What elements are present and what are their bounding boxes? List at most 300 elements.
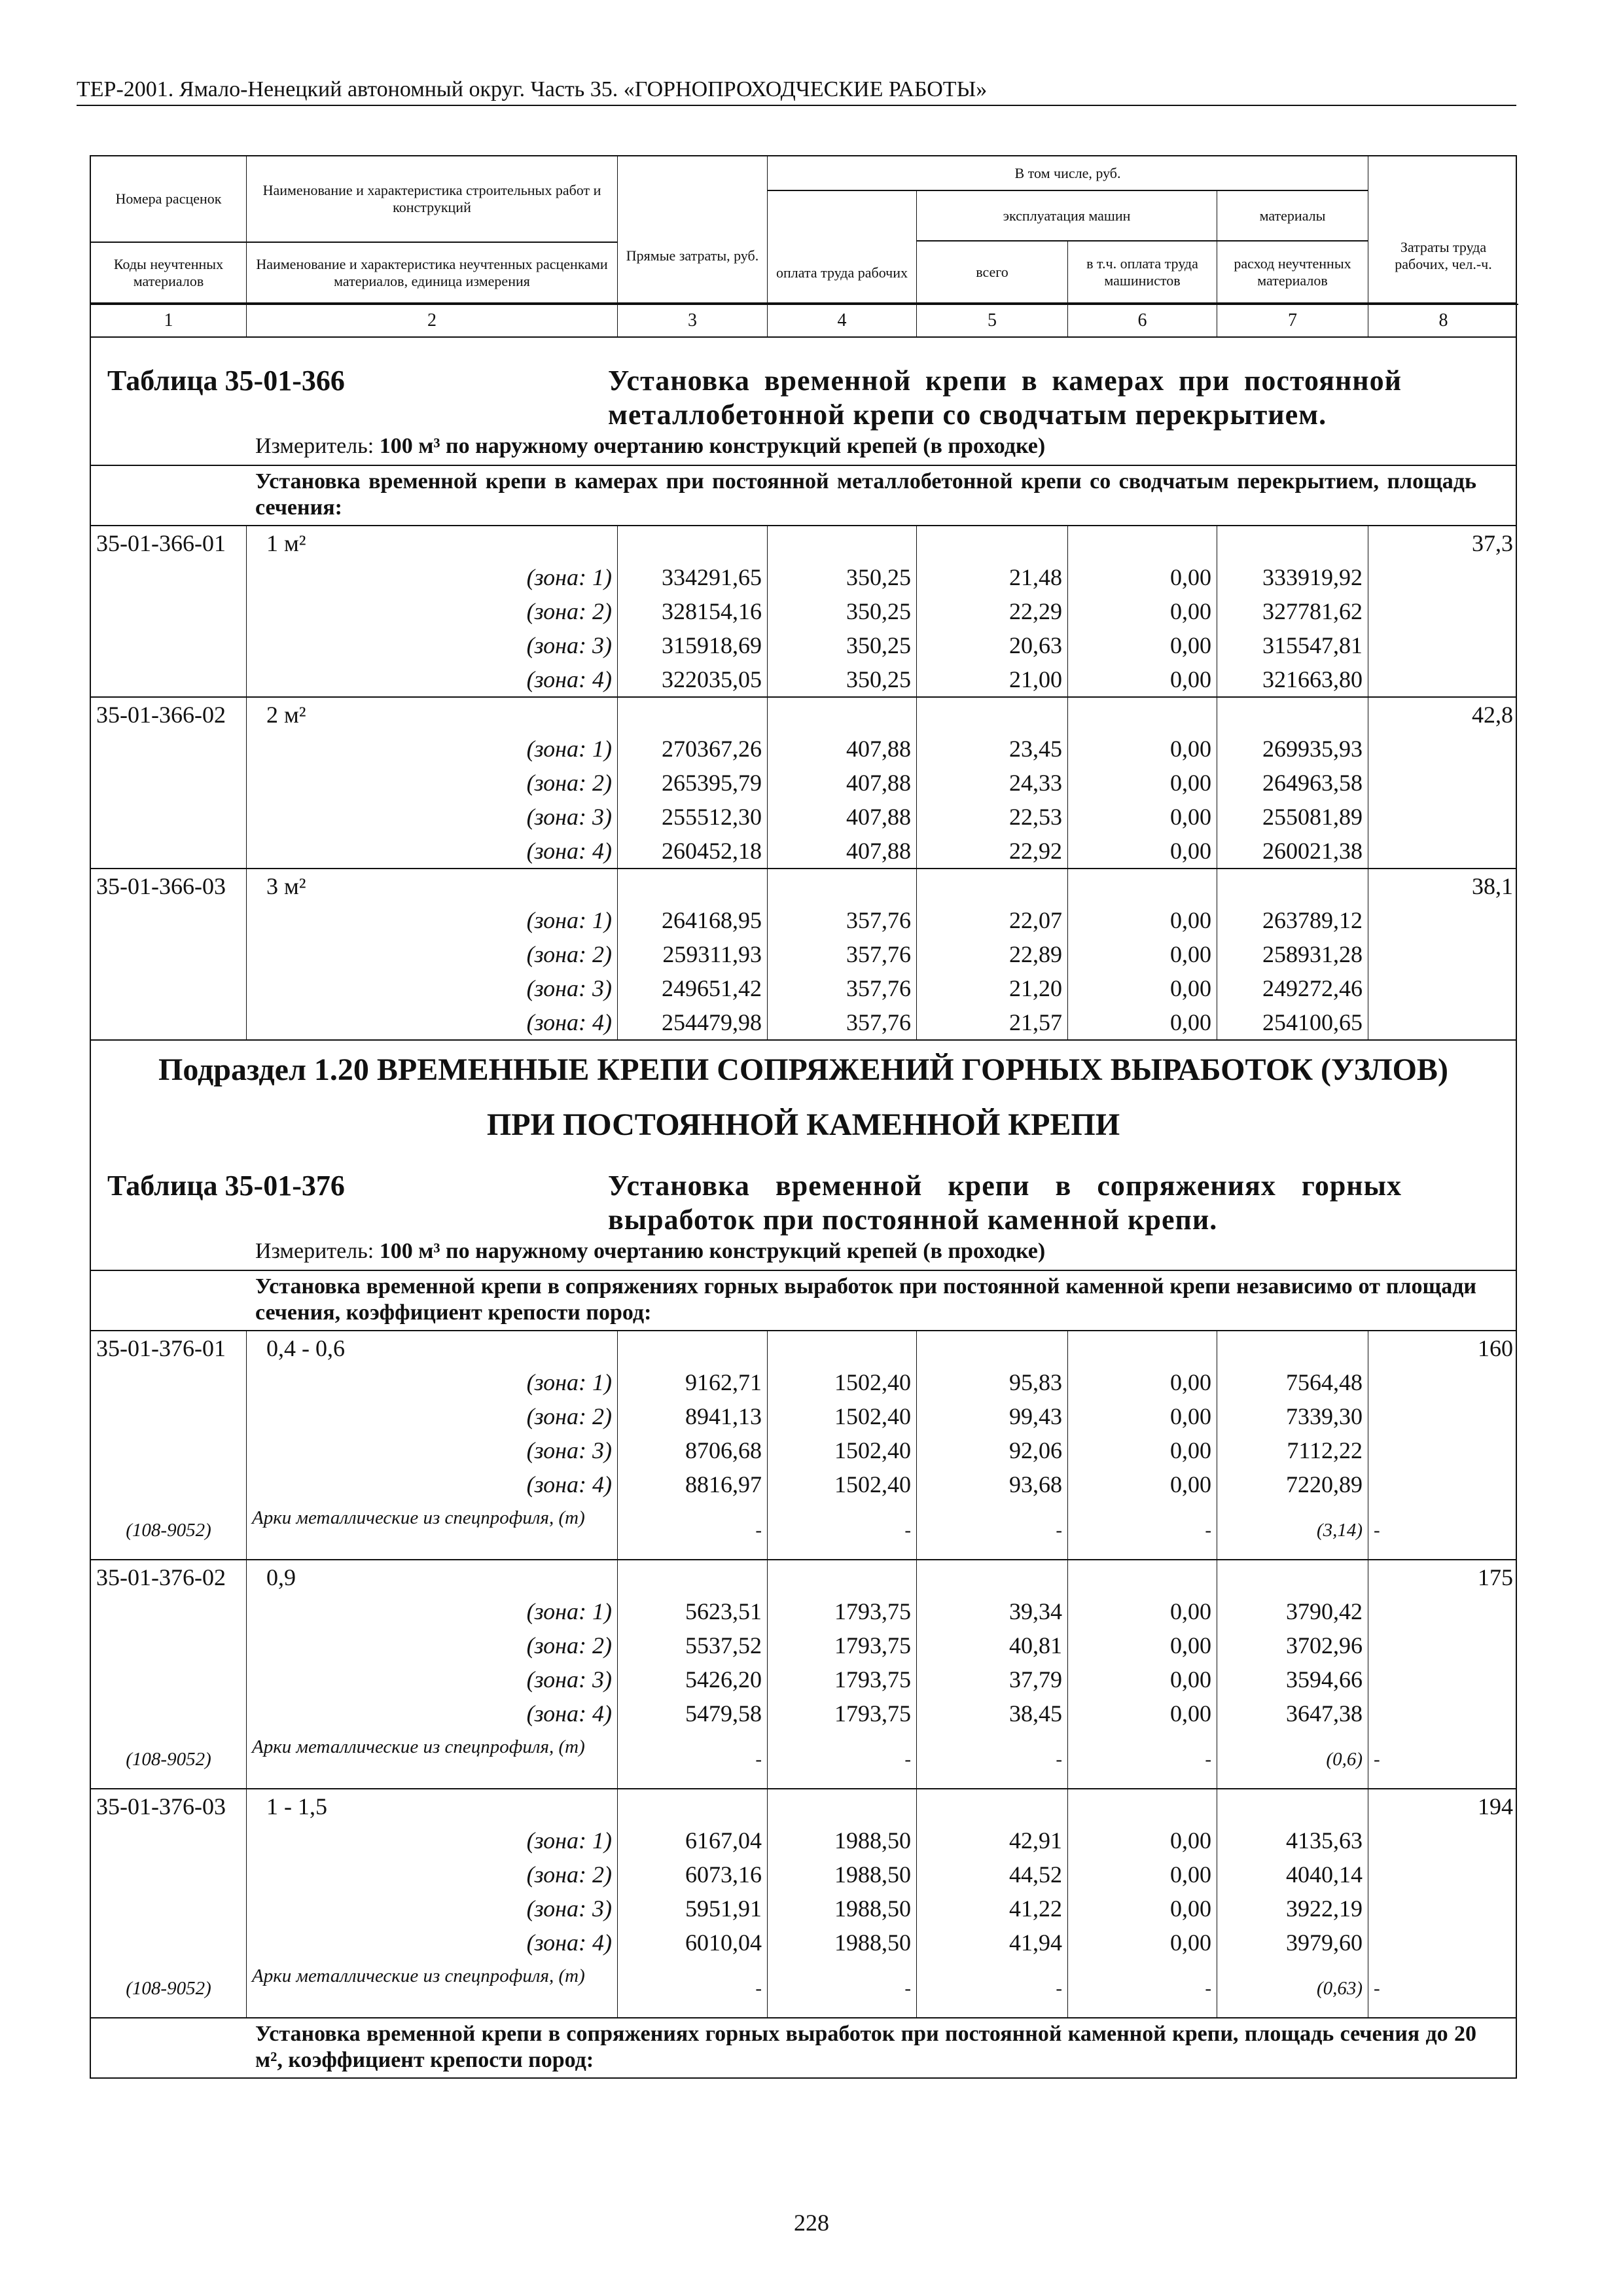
zone-label: (зона: 2) [247, 937, 618, 971]
empty-cell [768, 526, 917, 560]
material-value: - [1374, 1978, 1380, 1999]
empty-cell [1368, 937, 1518, 971]
measure-label: Измеритель: [255, 434, 374, 458]
material-code: (108-9052) [91, 1731, 247, 1788]
measure-line [255, 1237, 1516, 1266]
empty-cell [91, 560, 247, 594]
empty-cell [1217, 869, 1368, 903]
value-cell: 1502,40 [768, 1399, 917, 1433]
empty-cell [1368, 628, 1518, 662]
labor-hours: 37,3 [1472, 530, 1513, 556]
empty-cell [1068, 1331, 1217, 1365]
material-value: - [1068, 1960, 1217, 2017]
empty-cell [1368, 1467, 1518, 1501]
value-cell: 22,89 [917, 937, 1068, 971]
table-title: Установка временной крепи в сопряжениях горных выработок при постоянной каменной крепи. [608, 1170, 1402, 1236]
table-number: Таблица 35-01-366 [107, 365, 345, 397]
zone-label: (зона: 1) [247, 1823, 618, 1857]
value-cell: 357,76 [768, 971, 917, 1005]
zone-label: (зона: 4) [247, 834, 618, 868]
subsection-heading: ПРИ ПОСТОЯННОЙ КАМЕННОЙ КРЕПИ [486, 1107, 1120, 1142]
value-cell: 41,94 [917, 1926, 1068, 1960]
empty-cell [1068, 1560, 1217, 1594]
value-cell: 22,92 [917, 834, 1068, 868]
empty-cell [91, 903, 247, 937]
column-number: 4 [768, 304, 917, 336]
item-code: 35-01-366-03 [91, 869, 247, 903]
empty-cell [91, 1662, 247, 1696]
empty-cell [91, 834, 247, 868]
zone-row [91, 628, 1516, 662]
header-unaccounted-materials: расход неучтенных материалов [1217, 242, 1368, 302]
material-value: - [618, 1501, 768, 1559]
zone-row [91, 1365, 1516, 1399]
material-value: - [1068, 1731, 1217, 1788]
value-cell: 3647,38 [1217, 1696, 1368, 1731]
material-value: - [768, 1501, 917, 1559]
value-cell: 1793,75 [768, 1628, 917, 1662]
table-title-block [91, 336, 1516, 465]
material-value: (3,14) [1217, 1501, 1368, 1559]
value-cell: 7112,22 [1217, 1433, 1368, 1467]
value-cell: 0,00 [1068, 1857, 1217, 1892]
empty-cell [618, 869, 768, 903]
empty-cell [917, 526, 1068, 560]
value-cell: 357,76 [768, 937, 917, 971]
price-item [91, 868, 1516, 1039]
value-cell: 7339,30 [1217, 1399, 1368, 1433]
value-cell: 350,25 [768, 594, 917, 628]
empty-cell [1368, 1662, 1518, 1696]
value-cell: 0,00 [1068, 732, 1217, 766]
zone-row [91, 1399, 1516, 1433]
material-value: - [917, 1960, 1068, 2017]
material-name: Арки металлические из спецпрофиля, (т) [247, 1731, 618, 1788]
empty-cell [91, 594, 247, 628]
item-name: 1 м² [247, 526, 618, 560]
empty-cell [1368, 1594, 1518, 1628]
zone-row [91, 662, 1516, 696]
price-item [91, 1788, 1516, 2017]
empty-cell [91, 1628, 247, 1662]
material-row [91, 1501, 1516, 1559]
value-cell: 21,00 [917, 662, 1068, 696]
empty-cell [91, 1594, 247, 1628]
zone-row [91, 903, 1516, 937]
item-head-row [91, 1789, 1516, 1823]
running-header: ТЕР-2001. Ямало-Ненецкий автономный округ. Часть 35. «ГОРНОПРОХОДЧЕСКИЕ РАБОТЫ» [77, 77, 1516, 106]
empty-cell [91, 937, 247, 971]
empty-cell [768, 1789, 917, 1823]
empty-cell [618, 526, 768, 560]
zone-row [91, 766, 1516, 800]
zone-row [91, 1823, 1516, 1857]
price-item [91, 525, 1516, 696]
value-cell: 1793,75 [768, 1696, 917, 1731]
table-number: Таблица 35-01-376 [107, 1170, 345, 1202]
value-cell: 0,00 [1068, 937, 1217, 971]
value-cell: 1988,50 [768, 1857, 917, 1892]
value-cell: 263789,12 [1217, 903, 1368, 937]
zone-label: (зона: 4) [247, 662, 618, 696]
value-cell: 259311,93 [618, 937, 768, 971]
empty-cell [768, 1331, 917, 1365]
header-labor-hours: Затраты труда рабочих, чел.-ч. [1395, 238, 1492, 272]
empty-cell [1368, 1628, 1518, 1662]
material-value: - [618, 1731, 768, 1788]
value-cell: 3702,96 [1217, 1628, 1368, 1662]
zone-label: (зона: 3) [247, 800, 618, 834]
value-cell: 6010,04 [618, 1926, 768, 1960]
material-value: - [1374, 1520, 1380, 1541]
empty-cell [1368, 1857, 1518, 1892]
value-cell: 0,00 [1068, 903, 1217, 937]
item-code: 35-01-376-01 [91, 1331, 247, 1365]
item-name: 2 м² [247, 698, 618, 732]
value-cell: 260021,38 [1217, 834, 1368, 868]
value-cell: 0,00 [1068, 800, 1217, 834]
value-cell: 99,43 [917, 1399, 1068, 1433]
value-cell: 255081,89 [1217, 800, 1368, 834]
value-cell: 254100,65 [1217, 1005, 1368, 1039]
zone-row [91, 1628, 1516, 1662]
section-subtitle: Установка временной крепи в сопряжениях горных выработок при постоянной каменной крепи независимо от площади сечения, коэффициент крепости пород: [91, 1270, 1516, 1330]
value-cell: 38,45 [917, 1696, 1068, 1731]
item-code: 35-01-366-02 [91, 698, 247, 732]
value-cell: 41,22 [917, 1892, 1068, 1926]
measure-label: Измеритель: [255, 1239, 374, 1263]
value-cell: 407,88 [768, 834, 917, 868]
value-cell: 0,00 [1068, 662, 1217, 696]
header-col2-bottom: Наименование и характеристика неучтенных расценками материалов, единица измерения [247, 242, 618, 302]
empty-cell [91, 800, 247, 834]
value-cell: 9162,71 [618, 1365, 768, 1399]
value-cell: 334291,65 [618, 560, 768, 594]
material-row [91, 1731, 1516, 1788]
material-value: - [917, 1501, 1068, 1559]
column-number: 5 [917, 304, 1068, 336]
zone-row [91, 1005, 1516, 1039]
zone-row [91, 1662, 1516, 1696]
value-cell: 265395,79 [618, 766, 768, 800]
header-machines-total: всего [917, 242, 1068, 302]
item-head-row [91, 1560, 1516, 1594]
empty-cell [1068, 1789, 1217, 1823]
item-name: 1 - 1,5 [247, 1789, 618, 1823]
header-materials: материалы [1217, 191, 1368, 242]
value-cell: 21,48 [917, 560, 1068, 594]
empty-cell [768, 869, 917, 903]
item-head-row [91, 1331, 1516, 1365]
value-cell: 6073,16 [618, 1857, 768, 1892]
material-value: (0,63) [1217, 1960, 1368, 2017]
value-cell: 255512,30 [618, 800, 768, 834]
material-value: - [768, 1731, 917, 1788]
zone-row [91, 937, 1516, 971]
item-code: 35-01-376-02 [91, 1560, 247, 1594]
value-cell: 0,00 [1068, 560, 1217, 594]
value-cell: 1793,75 [768, 1594, 917, 1628]
value-cell: 4135,63 [1217, 1823, 1368, 1857]
value-cell: 5479,58 [618, 1696, 768, 1731]
empty-cell [91, 971, 247, 1005]
zone-label: (зона: 3) [247, 971, 618, 1005]
table-title-block [91, 1039, 1516, 1270]
empty-cell [1368, 1926, 1518, 1960]
column-numbers [90, 302, 1517, 336]
value-cell: 37,79 [917, 1662, 1068, 1696]
column-number: 7 [1217, 304, 1368, 336]
empty-cell [1217, 1560, 1368, 1594]
value-cell: 0,00 [1068, 1628, 1217, 1662]
material-row [91, 1960, 1516, 2017]
value-cell: 260452,18 [618, 834, 768, 868]
zone-label: (зона: 4) [247, 1926, 618, 1960]
measure-unit: 100 м³ по наружному очертанию конструкций крепей (в проходке) [379, 434, 1046, 458]
value-cell: 0,00 [1068, 1433, 1217, 1467]
material-value: (0,6) [1217, 1731, 1368, 1788]
value-cell: 327781,62 [1217, 594, 1368, 628]
header-machines: эксплуатация машин [917, 191, 1217, 242]
item-head-row [91, 526, 1516, 560]
empty-cell [1368, 834, 1518, 868]
value-cell: 8941,13 [618, 1399, 768, 1433]
item-name: 0,9 [247, 1560, 618, 1594]
value-cell: 1502,40 [768, 1433, 917, 1467]
empty-cell [1368, 594, 1518, 628]
zone-row [91, 1892, 1516, 1926]
empty-cell [91, 1433, 247, 1467]
zone-row [91, 1467, 1516, 1501]
empty-cell [1217, 1331, 1368, 1365]
value-cell: 42,91 [917, 1823, 1068, 1857]
zone-label: (зона: 2) [247, 1399, 618, 1433]
empty-cell [1368, 1365, 1518, 1399]
value-cell: 22,29 [917, 594, 1068, 628]
value-cell: 5537,52 [618, 1628, 768, 1662]
value-cell: 1988,50 [768, 1926, 917, 1960]
empty-cell [91, 1892, 247, 1926]
item-name: 3 м² [247, 869, 618, 903]
value-cell: 1502,40 [768, 1467, 917, 1501]
value-cell: 315918,69 [618, 628, 768, 662]
value-cell: 357,76 [768, 903, 917, 937]
header-direct-costs: Прямые затраты, руб. [618, 156, 768, 302]
empty-cell [1368, 800, 1518, 834]
value-cell: 3979,60 [1217, 1926, 1368, 1960]
value-cell: 5951,91 [618, 1892, 768, 1926]
section-subtitle: Установка временной крепи в сопряжениях горных выработок при постоянной каменной крепи, площадь сечения до 20 м², коэффициент крепости пород: [91, 2017, 1516, 2077]
material-value: - [1374, 1749, 1380, 1770]
item-code: 35-01-376-03 [91, 1789, 247, 1823]
value-cell: 0,00 [1068, 628, 1217, 662]
value-cell: 357,76 [768, 1005, 917, 1039]
value-cell: 3594,66 [1217, 1662, 1368, 1696]
material-name: Арки металлические из спецпрофиля, (т) [247, 1960, 618, 2017]
zone-row [91, 560, 1516, 594]
table-title-row [91, 1169, 1516, 1237]
table-header [90, 155, 1517, 302]
zone-label: (зона: 4) [247, 1696, 618, 1731]
empty-cell [91, 1005, 247, 1039]
zone-row [91, 1594, 1516, 1628]
value-cell: 24,33 [917, 766, 1068, 800]
empty-cell [91, 1467, 247, 1501]
value-cell: 254479,98 [618, 1005, 768, 1039]
price-item [91, 1559, 1516, 1788]
value-cell: 0,00 [1068, 1399, 1217, 1433]
value-cell: 0,00 [1068, 594, 1217, 628]
empty-cell [1368, 1892, 1518, 1926]
column-number: 6 [1068, 304, 1217, 336]
empty-cell [618, 698, 768, 732]
material-code: (108-9052) [91, 1960, 247, 2017]
value-cell: 20,63 [917, 628, 1068, 662]
zone-label: (зона: 1) [247, 1594, 618, 1628]
empty-cell [1068, 698, 1217, 732]
value-cell: 269935,93 [1217, 732, 1368, 766]
zone-label: (зона: 3) [247, 1892, 618, 1926]
value-cell: 0,00 [1068, 1823, 1217, 1857]
header-labor-pay: оплата труда рабочих [768, 191, 917, 302]
value-cell: 0,00 [1068, 1892, 1217, 1926]
material-code: (108-9052) [91, 1501, 247, 1559]
header-col1-top: Номера расценок [91, 156, 247, 242]
value-cell: 350,25 [768, 628, 917, 662]
empty-cell [1217, 1789, 1368, 1823]
labor-hours: 194 [1478, 1793, 1513, 1820]
material-value: - [768, 1960, 917, 2017]
item-head-row [91, 869, 1516, 903]
empty-cell [91, 628, 247, 662]
zone-label: (зона: 2) [247, 1857, 618, 1892]
value-cell: 0,00 [1068, 1926, 1217, 1960]
value-cell: 92,06 [917, 1433, 1068, 1467]
value-cell: 39,34 [917, 1594, 1068, 1628]
value-cell: 93,68 [917, 1467, 1068, 1501]
value-cell: 1988,50 [768, 1823, 917, 1857]
empty-cell [91, 1857, 247, 1892]
empty-cell [1368, 560, 1518, 594]
item-name: 0,4 - 0,6 [247, 1331, 618, 1365]
material-value: - [1068, 1501, 1217, 1559]
empty-cell [91, 1365, 247, 1399]
zone-row [91, 1696, 1516, 1731]
value-cell: 333919,92 [1217, 560, 1368, 594]
empty-cell [917, 869, 1068, 903]
value-cell: 249651,42 [618, 971, 768, 1005]
empty-cell [1368, 1823, 1518, 1857]
value-cell: 7220,89 [1217, 1467, 1368, 1501]
empty-cell [1068, 869, 1217, 903]
value-cell: 5426,20 [618, 1662, 768, 1696]
empty-cell [1068, 526, 1217, 560]
empty-cell [917, 1331, 1068, 1365]
empty-cell [91, 1696, 247, 1731]
column-number: 1 [91, 304, 247, 336]
material-value: - [618, 1960, 768, 2017]
value-cell: 4040,14 [1217, 1857, 1368, 1892]
empty-cell [768, 1560, 917, 1594]
zone-label: (зона: 3) [247, 628, 618, 662]
empty-cell [618, 1560, 768, 1594]
zone-label: (зона: 3) [247, 1433, 618, 1467]
value-cell: 321663,80 [1217, 662, 1368, 696]
value-cell: 23,45 [917, 732, 1068, 766]
value-cell: 0,00 [1068, 834, 1217, 868]
value-cell: 95,83 [917, 1365, 1068, 1399]
empty-cell [91, 732, 247, 766]
price-table [90, 155, 1517, 2079]
zone-label: (зона: 1) [247, 1365, 618, 1399]
table-body [90, 336, 1517, 2079]
zone-row [91, 594, 1516, 628]
empty-cell [618, 1331, 768, 1365]
value-cell: 1793,75 [768, 1662, 917, 1696]
value-cell: 1502,40 [768, 1365, 917, 1399]
labor-hours: 160 [1478, 1335, 1513, 1361]
empty-cell [1368, 1696, 1518, 1731]
price-item [91, 1330, 1516, 1559]
zone-label: (зона: 3) [247, 1662, 618, 1696]
empty-cell [917, 698, 1068, 732]
value-cell: 8816,97 [618, 1467, 768, 1501]
value-cell: 3790,42 [1217, 1594, 1368, 1628]
column-number: 3 [618, 304, 768, 336]
value-cell: 0,00 [1068, 971, 1217, 1005]
empty-cell [1217, 698, 1368, 732]
value-cell: 249272,46 [1217, 971, 1368, 1005]
empty-cell [1368, 903, 1518, 937]
table-title-row [91, 364, 1516, 432]
header-col1-bottom: Коды неучтенных материалов [91, 242, 247, 302]
measure-unit: 100 м³ по наружному очертанию конструкций крепей (в проходке) [379, 1239, 1046, 1263]
empty-cell [618, 1789, 768, 1823]
value-cell: 0,00 [1068, 766, 1217, 800]
value-cell: 5623,51 [618, 1594, 768, 1628]
price-item [91, 696, 1516, 868]
value-cell: 328154,16 [618, 594, 768, 628]
empty-cell [1368, 1005, 1518, 1039]
column-number: 2 [247, 304, 618, 336]
empty-cell [91, 766, 247, 800]
value-cell: 3922,19 [1217, 1892, 1368, 1926]
zone-row [91, 800, 1516, 834]
value-cell: 7564,48 [1217, 1365, 1368, 1399]
value-cell: 44,52 [917, 1857, 1068, 1892]
item-head-row [91, 698, 1516, 732]
empty-cell [91, 1823, 247, 1857]
measure-line [255, 432, 1516, 461]
zone-label: (зона: 1) [247, 903, 618, 937]
zone-row [91, 1857, 1516, 1892]
value-cell: 8706,68 [618, 1433, 768, 1467]
material-value: - [917, 1731, 1068, 1788]
value-cell: 0,00 [1068, 1594, 1217, 1628]
value-cell: 0,00 [1068, 1696, 1217, 1731]
labor-hours: 175 [1478, 1564, 1513, 1590]
zone-label: (зона: 1) [247, 732, 618, 766]
zone-label: (зона: 4) [247, 1467, 618, 1501]
value-cell: 0,00 [1068, 1467, 1217, 1501]
value-cell: 315547,81 [1217, 628, 1368, 662]
empty-cell [768, 698, 917, 732]
value-cell: 0,00 [1068, 1005, 1217, 1039]
subsection-heading: Подраздел 1.20 ВРЕМЕННЫЕ КРЕПИ СОПРЯЖЕНИЙ ГОРНЫХ ВЫРАБОТОК (УЗЛОВ) [158, 1052, 1448, 1087]
empty-cell [1368, 732, 1518, 766]
zone-row [91, 1926, 1516, 1960]
page-number: 228 [794, 2210, 829, 2236]
